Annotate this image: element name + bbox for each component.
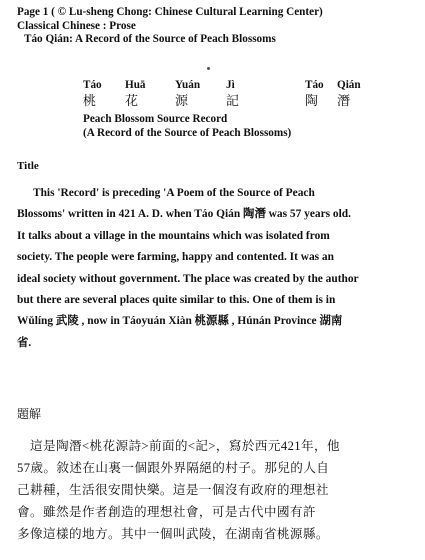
hanzi-5: 陶 <box>305 93 320 108</box>
paragraph-line: 己耕種，生活很安閒快樂。這是一個沒有政府的理想社 <box>17 483 329 497</box>
vocab-english-full: (A Record of the Source of Peach Blossoms) <box>83 127 292 139</box>
paragraph-line: It talks about a village in the mountains which was isolated from <box>17 229 330 242</box>
title-label: Title <box>17 160 39 172</box>
paragraph-line: Wǔlíng 武陵 , now in Táoyuán Xiàn 桃源縣 , Húnán Province 湖南 <box>17 315 343 328</box>
paragraph-line: ideal society without government. The place was created by the author <box>17 272 359 285</box>
scan-speck <box>207 67 210 70</box>
pinyin-3: Yuán <box>175 79 201 91</box>
lesson-title: Táo Qián: A Record of the Source of Peach Blossoms <box>24 33 276 45</box>
paragraph-line: This 'Record' is preceding 'A Poem of the Source of Peach <box>33 187 315 199</box>
hanzi-4: 記 <box>226 93 241 108</box>
paragraph-line: 會。雖然是作者創造的理想社會，可是古代中國有許 <box>17 505 316 519</box>
hanzi-1: 桃 <box>83 93 98 108</box>
page-header: Page 1 ( © Lu-sheng Chong: Chinese Cultural Learning Center) <box>17 6 323 18</box>
paragraph-line: but there are several places quite similar to this. One of them is in <box>17 294 336 307</box>
subject-heading: Classical Chinese : Prose <box>17 20 136 32</box>
vocab-english: Peach Blossom Source Record <box>83 113 228 125</box>
pinyin-6: Qián <box>337 79 361 91</box>
paragraph-line: 多像這樣的地方。其中一個叫武陵，在湖南省桃源縣。 <box>17 527 329 541</box>
paragraph-line: Blossoms' written in 421 A. D. when Táo Qián 陶潛 was 57 years old. <box>17 208 351 221</box>
paragraph-line: 這是陶潛<桃花源詩>前面的<記>，寫於西元421年，他 <box>17 439 340 453</box>
pinyin-2: Huā <box>125 79 146 91</box>
chinese-title-label: 題解 <box>17 407 42 421</box>
pinyin-1: Táo <box>83 79 102 91</box>
pinyin-4: Jì <box>226 79 235 91</box>
paragraph-line: 57歲。敘述在山裏一個跟外界隔絕的村子。那兒的人自 <box>17 461 330 475</box>
hanzi-6: 潛 <box>337 93 352 108</box>
paragraph-line: society. The people were farming, happy and contented. It was an <box>17 251 334 264</box>
hanzi-2: 花 <box>125 93 140 108</box>
hanzi-3: 源 <box>175 93 190 108</box>
chinese-paragraph <box>17 435 421 545</box>
pinyin-5: Táo <box>305 79 324 91</box>
paragraph-line: 省. <box>17 336 32 349</box>
english-paragraph <box>17 183 417 354</box>
